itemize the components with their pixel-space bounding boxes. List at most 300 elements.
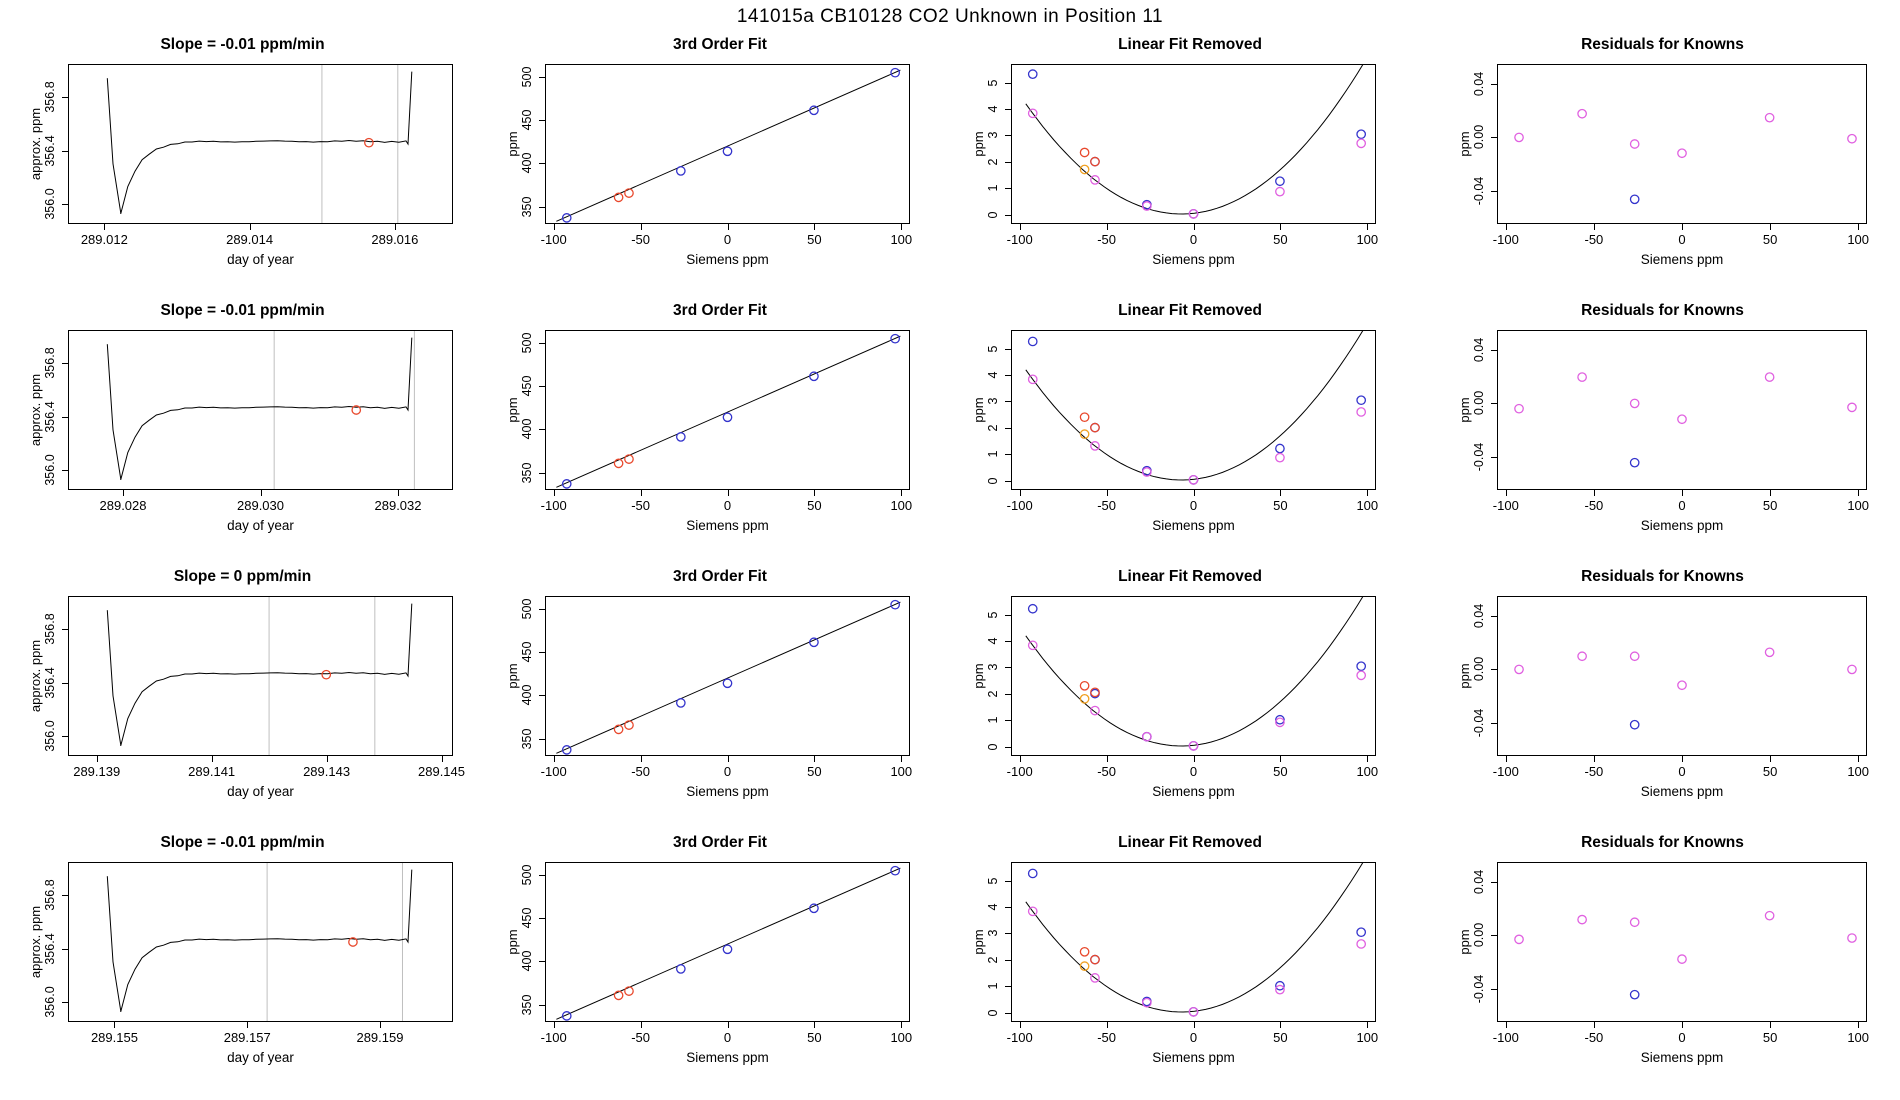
y-tick-mark bbox=[1005, 481, 1011, 482]
panel-fit3[interactable] bbox=[485, 30, 955, 296]
x-tick-mark bbox=[442, 756, 443, 762]
x-tick-mark bbox=[641, 224, 642, 230]
x-tick-mark bbox=[1594, 756, 1595, 762]
y-tick-label: 0 bbox=[986, 743, 1000, 751]
y-tick-mark bbox=[62, 204, 68, 205]
y-axis-label: ppm bbox=[1457, 131, 1472, 157]
x-tick-label: 0 bbox=[723, 498, 732, 513]
panel-linremoved[interactable] bbox=[955, 296, 1425, 562]
y-tick-label: -0.04 bbox=[1472, 974, 1486, 1003]
x-tick-mark bbox=[247, 1022, 248, 1028]
y-tick-mark bbox=[1005, 933, 1011, 934]
y-tick-label: 4 bbox=[986, 105, 1000, 113]
plot-area bbox=[545, 64, 910, 224]
y-axis-label: ppm bbox=[1457, 663, 1472, 689]
y-tick-mark bbox=[1491, 84, 1497, 85]
panel-linremoved[interactable] bbox=[955, 562, 1425, 828]
x-tick-label: 0 bbox=[1678, 232, 1686, 247]
plot-area bbox=[545, 596, 910, 756]
plot-canvas bbox=[1498, 863, 1866, 1021]
plot-area bbox=[545, 862, 910, 1022]
y-tick-label: 450 bbox=[520, 907, 534, 929]
x-tick-label: 50 bbox=[807, 498, 822, 513]
y-tick-label: 5 bbox=[986, 611, 1000, 618]
plot-canvas bbox=[1012, 65, 1375, 223]
y-tick-label: 350 bbox=[520, 196, 534, 218]
x-tick-label: 100 bbox=[890, 1030, 913, 1045]
x-tick-mark bbox=[1367, 490, 1368, 496]
y-tick-label: 3 bbox=[986, 397, 1000, 405]
x-axis-label: Siemens ppm bbox=[1152, 252, 1235, 267]
x-tick-label: 100 bbox=[890, 764, 913, 779]
y-tick-label: 3 bbox=[986, 663, 1000, 671]
x-tick-label: 0 bbox=[1678, 498, 1686, 513]
x-tick-mark bbox=[1858, 1022, 1859, 1028]
x-tick-mark bbox=[1367, 224, 1368, 230]
panel-title-residuals: Residuals for Knowns bbox=[1581, 834, 1744, 851]
y-tick-label: 0.00 bbox=[1472, 125, 1486, 150]
y-tick-label: 1 bbox=[986, 982, 1000, 990]
x-tick-label: 50 bbox=[1273, 764, 1288, 779]
x-tick-mark bbox=[395, 224, 396, 230]
x-tick-label: -50 bbox=[1584, 232, 1604, 247]
y-tick-mark bbox=[1005, 694, 1011, 695]
panel-title-linear: Linear Fit Removed bbox=[1118, 302, 1262, 319]
x-tick-label: 0 bbox=[723, 232, 732, 247]
y-axis-label: ppm bbox=[971, 663, 986, 689]
panel-linremoved[interactable] bbox=[955, 828, 1425, 1094]
panel-residuals[interactable] bbox=[1425, 562, 1900, 828]
y-tick-mark bbox=[539, 609, 545, 610]
x-axis-label: Siemens ppm bbox=[1152, 784, 1235, 799]
x-tick-label: -100 bbox=[1492, 764, 1519, 779]
x-tick-mark bbox=[1280, 756, 1281, 762]
x-tick-mark bbox=[1194, 1022, 1195, 1028]
x-tick-label: -100 bbox=[1006, 764, 1033, 779]
x-tick-mark bbox=[1506, 1022, 1507, 1028]
y-tick-label: 3 bbox=[986, 929, 1000, 937]
panel-title-linear: Linear Fit Removed bbox=[1118, 834, 1262, 851]
plot-area bbox=[1497, 596, 1867, 756]
y-tick-mark bbox=[539, 695, 545, 696]
x-tick-label: 289.032 bbox=[374, 498, 422, 513]
plot-canvas bbox=[546, 65, 909, 223]
y-tick-label: 356.0 bbox=[43, 188, 57, 220]
x-tick-label: 289.145 bbox=[418, 764, 465, 779]
y-tick-label: 0 bbox=[986, 1009, 1000, 1017]
x-tick-mark bbox=[814, 490, 815, 496]
x-tick-mark bbox=[1367, 756, 1368, 762]
y-tick-label: 356.8 bbox=[43, 879, 57, 911]
y-tick-label: 400 bbox=[520, 685, 534, 706]
x-tick-mark bbox=[1506, 490, 1507, 496]
y-tick-mark bbox=[1005, 135, 1011, 136]
y-tick-mark bbox=[539, 120, 545, 121]
page-title: 141015a CB10128 CO2 Unknown in Position 11 bbox=[736, 6, 1164, 27]
x-tick-mark bbox=[554, 1022, 555, 1028]
x-tick-mark bbox=[1194, 490, 1195, 496]
plot-canvas bbox=[1498, 331, 1866, 489]
x-tick-label: -100 bbox=[1492, 498, 1519, 513]
panel-title-slope: Slope = -0.01 ppm/min bbox=[160, 36, 325, 53]
plot-area bbox=[1497, 862, 1867, 1022]
y-tick-mark bbox=[1005, 401, 1011, 402]
y-tick-label: 4 bbox=[986, 903, 1000, 911]
y-tick-mark bbox=[62, 151, 68, 152]
x-tick-label: 0 bbox=[1678, 1030, 1686, 1045]
plot-area bbox=[68, 330, 453, 490]
y-tick-label: 0.00 bbox=[1472, 923, 1486, 948]
panel-residuals[interactable] bbox=[1425, 30, 1900, 296]
x-tick-mark bbox=[1594, 490, 1595, 496]
y-tick-mark bbox=[1005, 83, 1011, 84]
y-tick-label: 500 bbox=[520, 332, 534, 354]
x-tick-label: -50 bbox=[1097, 498, 1116, 513]
y-axis-label: approx. ppm bbox=[28, 373, 43, 447]
panel-title-residuals: Residuals for Knowns bbox=[1581, 36, 1744, 53]
x-tick-mark bbox=[212, 756, 213, 762]
x-tick-label: -50 bbox=[1097, 232, 1116, 247]
x-tick-mark bbox=[1682, 1022, 1683, 1028]
y-tick-mark bbox=[1005, 986, 1011, 987]
y-tick-mark bbox=[539, 207, 545, 208]
x-tick-label: 289.014 bbox=[226, 232, 274, 247]
x-tick-mark bbox=[1682, 490, 1683, 496]
plot-area bbox=[545, 330, 910, 490]
y-tick-mark bbox=[62, 363, 68, 364]
y-axis-label: approx. ppm bbox=[28, 905, 43, 979]
y-axis-label: ppm bbox=[505, 929, 520, 955]
x-axis-label: Siemens ppm bbox=[686, 252, 769, 267]
x-tick-mark bbox=[1020, 490, 1021, 496]
x-tick-mark bbox=[1280, 1022, 1281, 1028]
y-tick-mark bbox=[539, 739, 545, 740]
x-tick-mark bbox=[1020, 224, 1021, 230]
y-tick-mark bbox=[1005, 375, 1011, 376]
plot-canvas bbox=[546, 863, 909, 1021]
x-tick-mark bbox=[1194, 224, 1195, 230]
x-tick-mark bbox=[901, 1022, 902, 1028]
x-tick-label: 50 bbox=[1762, 764, 1778, 779]
y-tick-mark bbox=[62, 683, 68, 684]
panel-fit3[interactable] bbox=[485, 828, 955, 1094]
y-tick-mark bbox=[62, 949, 68, 950]
x-tick-label: -50 bbox=[631, 764, 650, 779]
panel-title-slope: Slope = 0 ppm/min bbox=[173, 568, 312, 585]
y-tick-mark bbox=[1005, 881, 1011, 882]
y-tick-mark bbox=[1005, 215, 1011, 216]
x-tick-mark bbox=[554, 756, 555, 762]
y-tick-mark bbox=[539, 386, 545, 387]
y-tick-label: 500 bbox=[520, 864, 534, 886]
x-tick-label: -100 bbox=[540, 1030, 567, 1045]
y-tick-mark bbox=[1005, 960, 1011, 961]
y-tick-label: 450 bbox=[520, 109, 534, 131]
x-tick-mark bbox=[1280, 224, 1281, 230]
y-tick-label: 4 bbox=[986, 371, 1000, 379]
y-tick-label: 1 bbox=[986, 184, 1000, 192]
y-tick-label: 356.0 bbox=[43, 454, 57, 486]
y-tick-mark bbox=[1491, 191, 1497, 192]
x-tick-mark bbox=[554, 224, 555, 230]
x-tick-label: -50 bbox=[631, 1030, 650, 1045]
x-tick-label: 0 bbox=[723, 764, 732, 779]
y-tick-mark bbox=[1491, 350, 1497, 351]
y-axis-label: ppm bbox=[1457, 929, 1472, 955]
y-axis-label: approx. ppm bbox=[28, 639, 43, 713]
panel-title-residuals: Residuals for Knowns bbox=[1581, 568, 1744, 585]
y-tick-label: 356.4 bbox=[43, 401, 57, 433]
panel-residuals[interactable] bbox=[1425, 828, 1900, 1094]
x-axis-label: day of year bbox=[227, 252, 294, 267]
y-tick-mark bbox=[1005, 615, 1011, 616]
y-tick-label: 1 bbox=[986, 450, 1000, 458]
plot-area bbox=[1497, 330, 1867, 490]
x-tick-label: 0 bbox=[1189, 498, 1198, 513]
y-tick-label: 0.04 bbox=[1472, 869, 1486, 895]
y-tick-mark bbox=[62, 895, 68, 896]
x-tick-label: 100 bbox=[1847, 498, 1870, 513]
x-tick-mark bbox=[104, 224, 105, 230]
x-tick-label: -50 bbox=[1097, 764, 1116, 779]
x-tick-label: 289.012 bbox=[80, 232, 128, 247]
y-tick-mark bbox=[1005, 162, 1011, 163]
x-tick-label: 100 bbox=[890, 498, 913, 513]
y-tick-mark bbox=[539, 652, 545, 653]
y-tick-label: 356.8 bbox=[43, 613, 57, 645]
y-tick-mark bbox=[1005, 1013, 1011, 1014]
x-tick-label: -100 bbox=[1006, 232, 1033, 247]
y-tick-mark bbox=[1491, 882, 1497, 883]
y-tick-label: 356.0 bbox=[43, 986, 57, 1018]
plot-area bbox=[68, 596, 453, 756]
panel-timeseries[interactable] bbox=[0, 30, 485, 296]
y-tick-label: 0.00 bbox=[1472, 657, 1486, 682]
x-tick-label: 50 bbox=[807, 232, 822, 247]
panel-title-residuals: Residuals for Knowns bbox=[1581, 302, 1744, 319]
y-tick-mark bbox=[1005, 349, 1011, 350]
panel-row bbox=[0, 828, 1900, 1094]
panel-title-fit: 3rd Order Fit bbox=[673, 36, 767, 53]
y-tick-mark bbox=[1005, 641, 1011, 642]
y-tick-label: 500 bbox=[520, 66, 534, 88]
y-tick-label: 1 bbox=[986, 716, 1000, 724]
y-tick-label: 400 bbox=[520, 951, 534, 972]
y-tick-label: 3 bbox=[986, 131, 1000, 139]
x-tick-mark bbox=[1594, 224, 1595, 230]
x-tick-mark bbox=[1770, 1022, 1771, 1028]
y-tick-label: 356.8 bbox=[43, 81, 57, 113]
x-tick-mark bbox=[901, 490, 902, 496]
x-axis-label: Siemens ppm bbox=[686, 784, 769, 799]
x-tick-mark bbox=[814, 756, 815, 762]
x-tick-mark bbox=[1682, 224, 1683, 230]
y-tick-mark bbox=[1005, 109, 1011, 110]
y-tick-label: 356.8 bbox=[43, 347, 57, 379]
y-tick-mark bbox=[1005, 454, 1011, 455]
y-tick-label: 400 bbox=[520, 419, 534, 440]
y-tick-label: 0 bbox=[986, 211, 1000, 219]
plot-canvas bbox=[1498, 597, 1866, 755]
x-tick-label: 50 bbox=[1762, 498, 1778, 513]
y-tick-label: 2 bbox=[986, 956, 1000, 964]
x-tick-label: 100 bbox=[890, 232, 913, 247]
x-tick-mark bbox=[1770, 224, 1771, 230]
x-axis-label: Siemens ppm bbox=[1152, 1050, 1235, 1065]
x-tick-mark bbox=[1858, 756, 1859, 762]
panel-timeseries[interactable] bbox=[0, 296, 485, 562]
plot-canvas bbox=[69, 331, 452, 489]
x-tick-mark bbox=[1682, 756, 1683, 762]
y-tick-mark bbox=[1491, 457, 1497, 458]
panel-title-linear: Linear Fit Removed bbox=[1118, 568, 1262, 585]
panel-title-slope: Slope = -0.01 ppm/min bbox=[160, 302, 325, 319]
x-tick-mark bbox=[250, 224, 251, 230]
x-tick-label: 289.159 bbox=[356, 1030, 404, 1045]
x-tick-mark bbox=[97, 756, 98, 762]
x-tick-mark bbox=[327, 756, 328, 762]
x-tick-label: 0 bbox=[1189, 1030, 1198, 1045]
y-tick-mark bbox=[1005, 188, 1011, 189]
y-tick-mark bbox=[1491, 669, 1497, 670]
x-tick-label: 289.155 bbox=[90, 1030, 138, 1045]
x-tick-mark bbox=[123, 490, 124, 496]
y-tick-label: -0.04 bbox=[1472, 176, 1486, 205]
x-tick-mark bbox=[728, 490, 729, 496]
y-tick-label: 356.4 bbox=[43, 135, 57, 167]
y-tick-mark bbox=[1491, 137, 1497, 138]
x-axis-label: day of year bbox=[227, 518, 294, 533]
panel-title-fit: 3rd Order Fit bbox=[673, 834, 767, 851]
y-tick-mark bbox=[539, 918, 545, 919]
x-axis-label: Siemens ppm bbox=[1640, 518, 1724, 533]
x-tick-label: 100 bbox=[1356, 764, 1379, 779]
y-tick-label: 350 bbox=[520, 728, 534, 750]
y-tick-mark bbox=[1491, 403, 1497, 404]
y-tick-label: 2 bbox=[986, 158, 1000, 166]
x-tick-mark bbox=[641, 756, 642, 762]
y-tick-label: 0.04 bbox=[1472, 337, 1486, 363]
x-tick-label: 50 bbox=[1762, 1030, 1778, 1045]
y-tick-label: 350 bbox=[520, 462, 534, 484]
y-tick-label: 4 bbox=[986, 637, 1000, 645]
x-axis-label: day of year bbox=[227, 784, 294, 799]
panel-timeseries[interactable] bbox=[0, 828, 485, 1094]
x-tick-label: -100 bbox=[540, 232, 567, 247]
plot-area bbox=[1011, 64, 1376, 224]
x-tick-label: -50 bbox=[1097, 1030, 1116, 1045]
x-tick-label: -100 bbox=[1006, 498, 1033, 513]
y-tick-mark bbox=[62, 1002, 68, 1003]
y-tick-mark bbox=[62, 417, 68, 418]
y-tick-mark bbox=[539, 343, 545, 344]
plot-canvas bbox=[1012, 597, 1375, 755]
y-tick-mark bbox=[62, 470, 68, 471]
panel-fit3[interactable] bbox=[485, 296, 955, 562]
y-tick-label: 350 bbox=[520, 994, 534, 1016]
panel-timeseries[interactable] bbox=[0, 562, 485, 828]
y-tick-label: 0.04 bbox=[1472, 71, 1486, 97]
x-tick-label: -100 bbox=[1492, 1030, 1519, 1045]
y-tick-label: 0.00 bbox=[1472, 391, 1486, 416]
x-tick-mark bbox=[728, 756, 729, 762]
y-axis-label: ppm bbox=[505, 663, 520, 689]
panel-fit3[interactable] bbox=[485, 562, 955, 828]
x-tick-mark bbox=[728, 1022, 729, 1028]
x-tick-mark bbox=[641, 490, 642, 496]
y-tick-mark bbox=[1005, 667, 1011, 668]
panel-residuals[interactable] bbox=[1425, 296, 1900, 562]
y-tick-label: 0.04 bbox=[1472, 603, 1486, 629]
x-tick-mark bbox=[1280, 490, 1281, 496]
x-tick-mark bbox=[814, 1022, 815, 1028]
x-tick-mark bbox=[1367, 1022, 1368, 1028]
y-axis-label: ppm bbox=[505, 131, 520, 157]
y-axis-label: approx. ppm bbox=[28, 107, 43, 181]
x-tick-label: -100 bbox=[540, 498, 567, 513]
x-tick-label: 100 bbox=[1847, 1030, 1870, 1045]
x-tick-mark bbox=[1594, 1022, 1595, 1028]
panel-row bbox=[0, 296, 1900, 562]
y-tick-label: 2 bbox=[986, 690, 1000, 698]
x-axis-label: Siemens ppm bbox=[686, 518, 769, 533]
panel-title-fit: 3rd Order Fit bbox=[673, 568, 767, 585]
x-tick-label: 50 bbox=[1273, 232, 1288, 247]
y-tick-mark bbox=[539, 875, 545, 876]
x-tick-label: -50 bbox=[1584, 1030, 1604, 1045]
y-tick-mark bbox=[1491, 989, 1497, 990]
panel-linremoved[interactable] bbox=[955, 30, 1425, 296]
x-tick-label: -100 bbox=[1492, 232, 1519, 247]
x-tick-label: -50 bbox=[1584, 764, 1604, 779]
x-tick-label: 100 bbox=[1356, 1030, 1379, 1045]
x-axis-label: Siemens ppm bbox=[1640, 252, 1724, 267]
x-tick-label: -50 bbox=[631, 498, 650, 513]
x-tick-mark bbox=[901, 224, 902, 230]
y-axis-label: ppm bbox=[971, 929, 986, 955]
x-tick-mark bbox=[1858, 490, 1859, 496]
y-tick-mark bbox=[1005, 720, 1011, 721]
x-tick-mark bbox=[261, 490, 262, 496]
y-axis-label: ppm bbox=[1457, 397, 1472, 423]
y-tick-label: 500 bbox=[520, 598, 534, 620]
x-tick-label: 0 bbox=[1678, 764, 1686, 779]
y-tick-mark bbox=[539, 77, 545, 78]
panel-title-linear: Linear Fit Removed bbox=[1118, 36, 1262, 53]
y-tick-mark bbox=[539, 429, 545, 430]
x-tick-label: 100 bbox=[1847, 764, 1870, 779]
x-tick-label: 50 bbox=[1273, 498, 1288, 513]
y-tick-label: -0.04 bbox=[1472, 708, 1486, 737]
y-tick-mark bbox=[1005, 747, 1011, 748]
x-tick-mark bbox=[814, 224, 815, 230]
plot-area bbox=[1497, 64, 1867, 224]
x-axis-label: day of year bbox=[227, 1050, 294, 1065]
y-tick-mark bbox=[539, 1005, 545, 1006]
plot-canvas bbox=[1498, 65, 1866, 223]
y-tick-label: 5 bbox=[986, 345, 1000, 352]
x-tick-label: 289.030 bbox=[237, 498, 284, 513]
x-tick-label: 289.157 bbox=[223, 1030, 271, 1045]
x-tick-mark bbox=[1770, 490, 1771, 496]
x-tick-label: 0 bbox=[723, 1030, 732, 1045]
y-tick-mark bbox=[62, 97, 68, 98]
x-axis-label: Siemens ppm bbox=[686, 1050, 769, 1065]
x-tick-mark bbox=[1506, 756, 1507, 762]
x-tick-label: 50 bbox=[1762, 232, 1778, 247]
x-tick-mark bbox=[728, 224, 729, 230]
x-tick-mark bbox=[1107, 490, 1108, 496]
